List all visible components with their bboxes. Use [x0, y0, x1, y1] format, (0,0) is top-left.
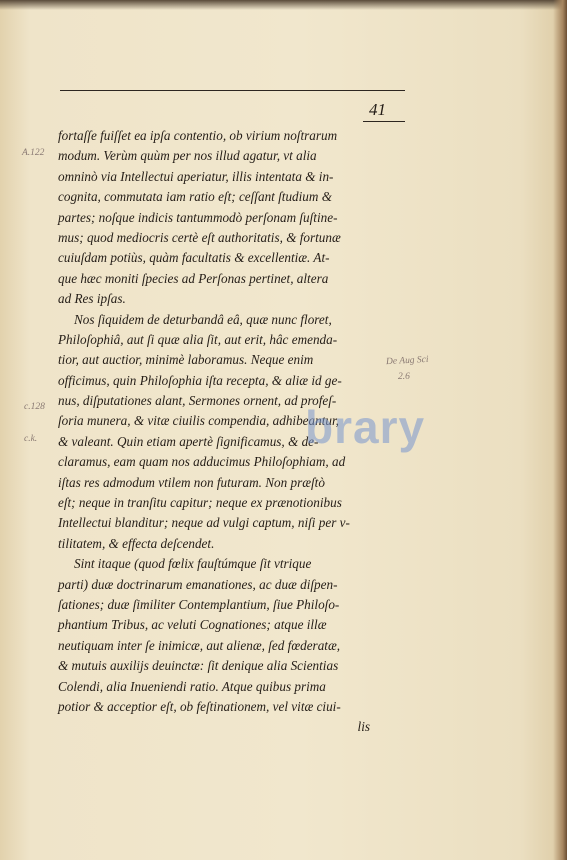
library-watermark: brary: [305, 401, 426, 453]
header-rule: [60, 90, 405, 91]
text-line: officimus, quin Philoſophia iſta recepta, & aliæ id ge-: [58, 372, 342, 388]
text-line: eſt; neque in tranſitu capitur; neque ex prænotionibus: [58, 495, 342, 511]
text-line: omninò via Intellectui aperiatur, illis intentata & in-: [58, 168, 334, 184]
text-line: cuiuſdam potiùs, quàm facultatis & excellentiæ. At-: [58, 250, 330, 266]
text-line: Philoſophiâ, aut ſi quæ alia ſit, aut erit, hâc emenda-: [58, 331, 338, 347]
text-line: tior, aut auctior, minimè laboramus. Neque enim: [58, 352, 314, 368]
text-line: que hæc moniti ſpecies ad Perſonas pertinet, altera: [58, 270, 329, 286]
text-line: & mutuis auxilijs deuinctæ: ſit denique alia Scientias: [58, 658, 339, 674]
text-line: phantium Tribus, ac veluti Cognationes; atque illæ: [58, 617, 327, 633]
margin-note-left: c.128: [24, 402, 45, 412]
page-number: 41: [369, 100, 386, 119]
margin-note-right: De Aug Sci: [385, 354, 429, 368]
text-line: fortaſſe fuiſſet ea ipſa contentio, ob virium noſtrarum: [58, 128, 338, 143]
binding-shadow: [0, 0, 567, 10]
text-line: nus, diſputationes alant, Sermones ornent, ad profeſ-: [58, 393, 337, 409]
text-line: modum. Verùm quùm per nos illud agatur, vt alia: [58, 148, 317, 164]
catchword: lis: [357, 719, 370, 735]
text-line: mus; quod mediocris certè eſt authoritatis, & fortunæ: [58, 229, 341, 245]
margin-note-right: 2.6: [398, 372, 410, 382]
text-line: & valeant. Quin etiam apertè ſignificamus, & de-: [58, 433, 319, 449]
text-line: ad Res ipſas.: [58, 291, 126, 307]
text-line: potior & acceptior eſt, ob feſtinationem, vel vitæ ciui-: [58, 698, 341, 714]
margin-note-left: A.122: [22, 148, 45, 158]
margin-note-left: c.k.: [24, 434, 38, 444]
page-number-rule: [363, 121, 405, 122]
text-line: Colendi, alia Inueniendi ratio. Atque quibus prima: [58, 678, 326, 694]
text-line: parti) duæ doctrinarum emanationes, ac duæ diſpen-: [58, 576, 338, 592]
text-line: cognita, commutata iam ratio eſt; ceſſant ſtudium &: [58, 189, 332, 205]
text-line: claramus, eam quam nos adducimus Philoſophiam, ad: [58, 454, 346, 470]
text-line: neutiquam inter ſe inimicæ, aut alienæ, ſed fœderatæ,: [58, 637, 341, 653]
page-edge: [553, 0, 567, 860]
text-line: ſationes; duæ ſimiliter Contemplantium, ſiue Philoſo-: [58, 596, 340, 612]
text-line: ſoria munera, & vitæ ciuilis compendia, adhibeantur,: [58, 413, 339, 429]
text-line: Nos ſiquidem de deturbandâ eâ, quæ nunc floret,: [74, 311, 332, 327]
text-line: Intellectui blanditur; neque ad vulgi captum, niſi per v-: [58, 515, 350, 531]
text-line: tilitatem, & effecta deſcendet.: [58, 535, 215, 551]
text-line: Sint itaque (quod fœlix fauſtúmque ſit vtrique: [74, 556, 312, 572]
text-line: partes; noſque indicis tantummodò perſonam ſuſtine-: [58, 209, 338, 225]
text-line: iſtas res admodum vtilem non futuram. Non præſtò: [58, 474, 325, 490]
